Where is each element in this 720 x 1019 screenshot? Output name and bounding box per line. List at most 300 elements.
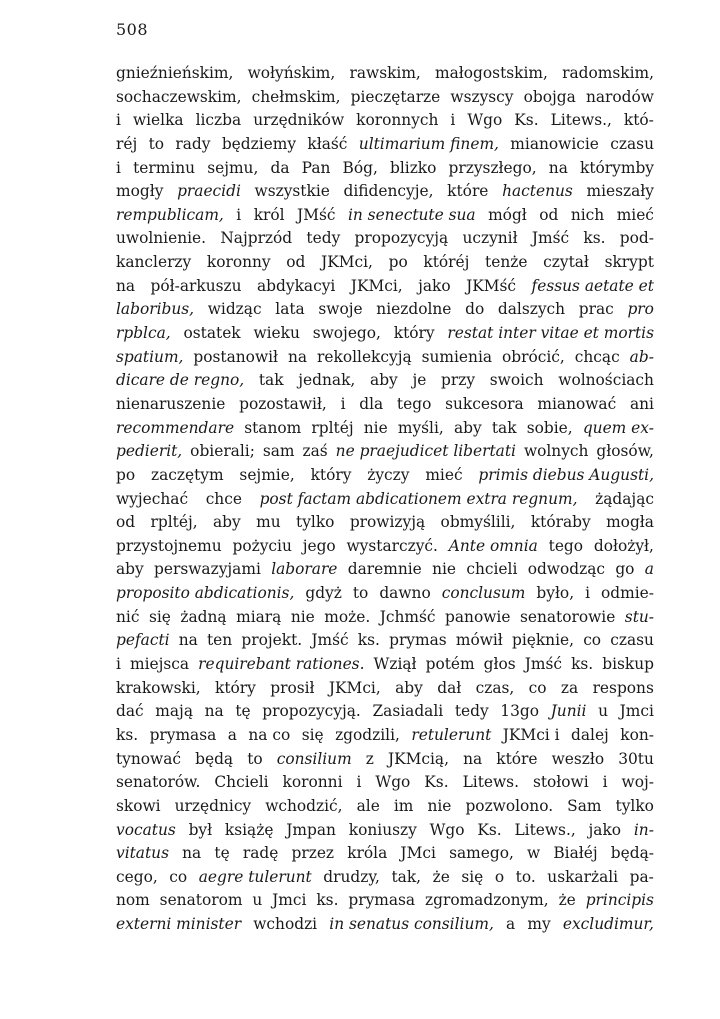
word: po	[116, 465, 136, 484]
word: na	[548, 158, 568, 177]
word: terminu	[133, 158, 196, 177]
word: pożyciu	[232, 536, 292, 555]
text-line	[116, 464, 654, 488]
word: kon-	[620, 725, 654, 744]
word: to.	[515, 867, 536, 886]
text-line	[116, 629, 654, 653]
word: mieszały	[586, 182, 654, 201]
word: wielka	[132, 111, 184, 130]
word: propozycyją.	[262, 702, 361, 721]
word: pa-	[629, 867, 654, 886]
word: rekollekcyją	[317, 347, 412, 366]
word: dicare de regno,	[116, 371, 245, 390]
word: sochaczewskim,	[116, 87, 242, 106]
word: JKMci,	[328, 678, 381, 697]
word: jako	[418, 276, 451, 295]
word: Wgo	[375, 773, 411, 792]
word: externi minister	[116, 915, 242, 934]
word: miejsca	[129, 655, 190, 674]
text-line	[116, 700, 654, 724]
word: odmie-	[601, 584, 654, 603]
text-line	[116, 251, 654, 275]
word: excludimur,	[562, 915, 654, 934]
word: króla	[347, 844, 388, 863]
word: cego,	[116, 867, 158, 886]
page-number: 508	[116, 20, 149, 39]
word: dać	[116, 702, 144, 721]
word: uwolnienie.	[116, 229, 207, 248]
word: Jmść	[524, 655, 563, 674]
word: wolnościach	[558, 371, 654, 390]
word: principis	[585, 891, 654, 910]
word: i	[356, 773, 362, 792]
text-line	[116, 298, 654, 322]
word: pod-	[619, 229, 654, 248]
word: czasu	[610, 631, 654, 650]
word: krakowski,	[116, 678, 201, 697]
word: JKMci i	[502, 725, 560, 744]
word: życzy	[367, 465, 410, 484]
word: książę	[224, 820, 274, 839]
word: Jmpan	[286, 820, 336, 839]
word: swojego,	[312, 324, 381, 343]
word: Najprzód	[220, 229, 293, 248]
word: pedierit,	[116, 442, 183, 461]
word: któraby	[530, 513, 591, 532]
word: ab-	[629, 347, 654, 366]
word: aby	[116, 560, 144, 579]
word: tenże	[485, 253, 528, 272]
word: tak	[491, 418, 517, 437]
text-line	[116, 535, 654, 559]
word: Ks.	[477, 820, 502, 839]
word: któréj	[423, 253, 470, 272]
word: ale	[356, 796, 380, 815]
word: nie	[290, 607, 315, 626]
word: który	[215, 678, 256, 697]
word: zaczętym	[150, 465, 224, 484]
word: Chcieli	[214, 773, 269, 792]
word: quem ex-	[582, 418, 654, 437]
word: w	[527, 844, 541, 863]
word: żadną	[180, 607, 227, 626]
word: aby	[395, 678, 423, 697]
word: réj	[116, 134, 138, 153]
text-line	[116, 86, 654, 110]
word: conclusum	[441, 584, 526, 603]
word: i	[450, 111, 456, 130]
text-line	[116, 677, 654, 701]
word: obmyślili,	[440, 513, 516, 532]
word: ostatek	[183, 324, 241, 343]
word: dalej	[571, 725, 609, 744]
word: swoje	[318, 300, 363, 319]
word: tę	[235, 702, 251, 721]
word: prowizyją	[349, 513, 426, 532]
text-line	[116, 109, 654, 133]
word: pięknie,	[511, 631, 575, 650]
word: JMci	[400, 844, 436, 863]
word: daremnie	[347, 560, 422, 579]
word: że	[432, 867, 450, 886]
word: hactenus	[502, 182, 573, 201]
word: JMść	[297, 205, 336, 224]
word: ani	[629, 394, 654, 413]
word: prymasa	[348, 891, 416, 910]
word: pół-arkuszu	[150, 276, 242, 295]
word: radomskim,	[562, 64, 654, 82]
text-line	[116, 653, 654, 677]
word: Jchmść	[379, 607, 436, 626]
word: im	[393, 796, 414, 815]
word: Pan	[301, 158, 331, 177]
word: aby	[370, 371, 398, 390]
word: praecidi	[177, 182, 241, 201]
text-line	[116, 417, 654, 441]
word: przez	[291, 844, 335, 863]
word: o	[494, 867, 505, 886]
word: laboribus,	[116, 300, 195, 319]
word: król	[253, 205, 285, 224]
word: potém	[425, 655, 475, 674]
word: ne praejudicet libertati	[335, 442, 516, 461]
word: wołyńskim,	[247, 64, 336, 82]
text-line	[116, 795, 654, 819]
word: in senectute sua	[347, 205, 476, 224]
word: senatorom	[159, 891, 243, 910]
word: dołożył,	[593, 536, 654, 555]
word: mieć	[425, 465, 463, 484]
word: Zasiadali	[372, 702, 444, 721]
word: vitatus	[116, 844, 169, 863]
word: ten	[207, 631, 233, 650]
word: kłaść	[307, 134, 348, 153]
word: mają	[155, 702, 193, 721]
word: będą-	[610, 844, 654, 863]
word: mówił	[455, 631, 503, 650]
word: na	[463, 749, 483, 768]
word: nie	[363, 418, 388, 437]
word: prymas	[389, 631, 447, 650]
word: stanom	[244, 418, 302, 437]
text-line	[116, 275, 654, 299]
word: fessus aetate et	[531, 276, 654, 295]
word: którymby	[580, 158, 654, 177]
text-line	[116, 819, 654, 843]
word: sejmu,	[207, 158, 259, 177]
word: jako	[588, 820, 622, 839]
text-line	[116, 606, 654, 630]
word: stołowi	[532, 773, 589, 792]
word: a	[506, 915, 516, 934]
word: wchodzić,	[265, 796, 343, 815]
word: restat inter vitae et mortis	[447, 324, 654, 343]
word: wieku	[253, 324, 300, 343]
word: przy	[441, 371, 476, 390]
word: 13go	[500, 702, 539, 721]
word: Wgo	[467, 111, 503, 130]
word: który	[310, 465, 352, 484]
word: sumienia	[421, 347, 493, 366]
word: Wziął	[373, 655, 417, 674]
text-line	[116, 440, 654, 464]
word: sam	[262, 442, 295, 461]
word: pozwolono.	[465, 796, 554, 815]
word: panowie	[445, 607, 511, 626]
word: tedy	[454, 702, 489, 721]
word: dalszych	[497, 300, 566, 319]
word: sukcesora	[445, 394, 524, 413]
word: my	[527, 915, 551, 934]
word: skowi	[116, 796, 161, 815]
word: zgodzili,	[335, 725, 400, 744]
word: sobie,	[526, 418, 573, 437]
word: ks.	[316, 891, 339, 910]
word: nie	[427, 796, 452, 815]
word: perswazyjami	[154, 560, 261, 579]
word: z	[365, 749, 374, 768]
word: i	[602, 773, 608, 792]
word: narodów	[585, 87, 654, 106]
word: czasu	[610, 134, 654, 153]
word: pozostawił,	[239, 394, 327, 413]
word: prac	[578, 300, 614, 319]
word: ultimarium finem,	[358, 134, 499, 153]
word: obierali;	[190, 442, 255, 461]
text-line	[116, 393, 654, 417]
word: JKMść	[466, 276, 517, 295]
word: 30tu	[618, 749, 654, 768]
text-line	[116, 724, 654, 748]
word: Litews.,	[550, 111, 612, 130]
text-line	[116, 369, 654, 393]
word: urzędników	[253, 111, 345, 130]
word: nienaruszenie	[116, 394, 226, 413]
word: koronni	[282, 773, 343, 792]
word: retulerunt	[411, 725, 492, 744]
word: consilium	[276, 749, 352, 768]
word: dawno	[379, 584, 431, 603]
word: difidencyje,	[343, 182, 434, 201]
word: prymasa	[149, 725, 217, 744]
word: radę	[242, 844, 279, 863]
word: gnieźnieńskim,	[116, 64, 234, 82]
word: rawskim,	[349, 64, 421, 82]
text-line	[116, 227, 654, 251]
word: koronny	[206, 253, 271, 272]
word: stu-	[624, 607, 654, 626]
word: JKMci,	[321, 253, 373, 272]
word: było,	[536, 584, 575, 603]
word: i	[585, 584, 591, 603]
word: żądając	[595, 489, 654, 508]
word: Jmść	[531, 229, 570, 248]
word: vocatus	[116, 820, 176, 839]
word: tynować	[116, 749, 182, 768]
text-line	[116, 913, 654, 937]
word: głos	[483, 655, 516, 674]
word: dał	[437, 678, 462, 697]
text-line	[116, 748, 654, 772]
word: rpltéj	[311, 418, 354, 437]
word: koniuszy	[348, 820, 417, 839]
word: urzędnicy	[174, 796, 252, 815]
word: nom	[116, 891, 150, 910]
word: Ks.	[514, 111, 539, 130]
word: i	[116, 158, 121, 177]
word: co	[583, 631, 602, 650]
word: laborare	[271, 560, 338, 579]
text-line	[116, 866, 654, 890]
word: wystarczyć.	[346, 536, 438, 555]
word: ks.	[116, 725, 139, 744]
word: odwodząc	[527, 560, 606, 579]
word: i	[340, 394, 346, 413]
word: któ-	[623, 111, 654, 130]
word: mieć	[616, 205, 654, 224]
word: in senatus consilium,	[329, 915, 494, 934]
word: będziemy	[221, 134, 297, 153]
word: zaś	[302, 442, 328, 461]
word: aby	[213, 513, 241, 532]
text-line	[116, 322, 654, 346]
word: był	[188, 820, 213, 839]
word: senatorowie	[519, 607, 616, 626]
word: rpltéj,	[150, 513, 198, 532]
text-line	[116, 346, 654, 370]
word: mianowicie	[510, 134, 599, 153]
word: na	[288, 347, 308, 366]
word: głosów,	[596, 442, 654, 461]
word: obrócić,	[502, 347, 565, 366]
word: Litews.,	[514, 820, 576, 839]
word: swoich	[489, 371, 544, 390]
word: mogły	[116, 182, 164, 201]
word: Litews.	[462, 773, 519, 792]
word: postanowił	[193, 347, 279, 366]
word: JKMcią,	[387, 749, 450, 768]
text-line	[116, 157, 654, 181]
word: na	[178, 631, 198, 650]
word: projekt.	[241, 631, 303, 650]
text-line	[116, 771, 654, 795]
word: na	[204, 702, 224, 721]
word: wszystkie	[254, 182, 330, 201]
word: i	[236, 205, 242, 224]
word: do	[465, 300, 485, 319]
word: Jmci	[619, 702, 654, 721]
word: i	[116, 655, 121, 674]
word: post factam abdicationem extra regnum,	[259, 489, 578, 508]
word: drudzy,	[323, 867, 380, 886]
word: ks.	[357, 631, 380, 650]
word: Bóg,	[342, 158, 378, 177]
word: po	[388, 253, 408, 272]
word: Wgo	[429, 820, 465, 839]
word: wyjechać	[116, 489, 189, 508]
word: dla	[359, 394, 384, 413]
word: samego,	[449, 844, 514, 863]
word: to	[247, 749, 263, 768]
word: Ks.	[424, 773, 449, 792]
word: myśli,	[397, 418, 444, 437]
word: się	[148, 607, 171, 626]
word: senatorów.	[116, 773, 201, 792]
word: JKMci,	[350, 276, 403, 295]
word: się	[301, 725, 324, 744]
word: za	[560, 678, 579, 697]
text-line	[116, 558, 654, 582]
word: gdyż	[305, 584, 342, 603]
word: od	[116, 513, 136, 532]
text-line	[116, 511, 654, 535]
word: małogostskim,	[435, 64, 548, 82]
word: na co	[248, 725, 291, 744]
word: nić	[116, 607, 140, 626]
text-line	[116, 62, 654, 86]
word: że	[558, 891, 576, 910]
word: tedy	[306, 229, 341, 248]
word: mianować	[537, 394, 617, 413]
word: uskarżali	[547, 867, 619, 886]
word: tego	[548, 536, 584, 555]
word: na	[116, 276, 136, 295]
text-line	[116, 582, 654, 606]
word: a	[227, 725, 237, 744]
word: widząc	[207, 300, 262, 319]
word: jego	[302, 536, 336, 555]
word: blizko	[390, 158, 437, 177]
word: nie	[432, 560, 457, 579]
word: to	[148, 134, 165, 153]
word: lata	[275, 300, 305, 319]
word: sejmie,	[239, 465, 295, 484]
word: pefacti	[116, 631, 170, 650]
word: przyszłego,	[448, 158, 537, 177]
word: chce	[205, 489, 242, 508]
word: chcieli	[466, 560, 518, 579]
word: proposito abdicationis,	[116, 584, 295, 603]
word: Jmść	[311, 631, 349, 650]
word: uczynił	[462, 229, 518, 248]
word: respons	[592, 678, 654, 697]
text-line	[116, 488, 654, 512]
word: pieczętarze	[350, 87, 441, 106]
word: i	[116, 111, 121, 130]
word: na	[182, 844, 202, 863]
word: biskup	[602, 655, 654, 674]
word: ks.	[583, 229, 606, 248]
word: tylko	[296, 513, 335, 532]
word: primis diebus Augusti,	[478, 465, 654, 484]
word: mogła	[606, 513, 654, 532]
word: to	[352, 584, 369, 603]
word: przystojnemu	[116, 536, 222, 555]
text-line	[116, 842, 654, 866]
word: wszyscy	[450, 87, 514, 106]
word: liczba	[195, 111, 242, 130]
word: je	[412, 371, 427, 390]
word: rempublicam,	[116, 205, 224, 224]
word: spatium,	[116, 347, 184, 366]
word: które	[447, 182, 489, 201]
word: jednak,	[298, 371, 356, 390]
word: tego	[396, 394, 432, 413]
body-text	[116, 62, 654, 937]
word: mu	[256, 513, 281, 532]
word: aegre tulerunt	[198, 867, 312, 886]
word: Junii	[550, 702, 587, 721]
